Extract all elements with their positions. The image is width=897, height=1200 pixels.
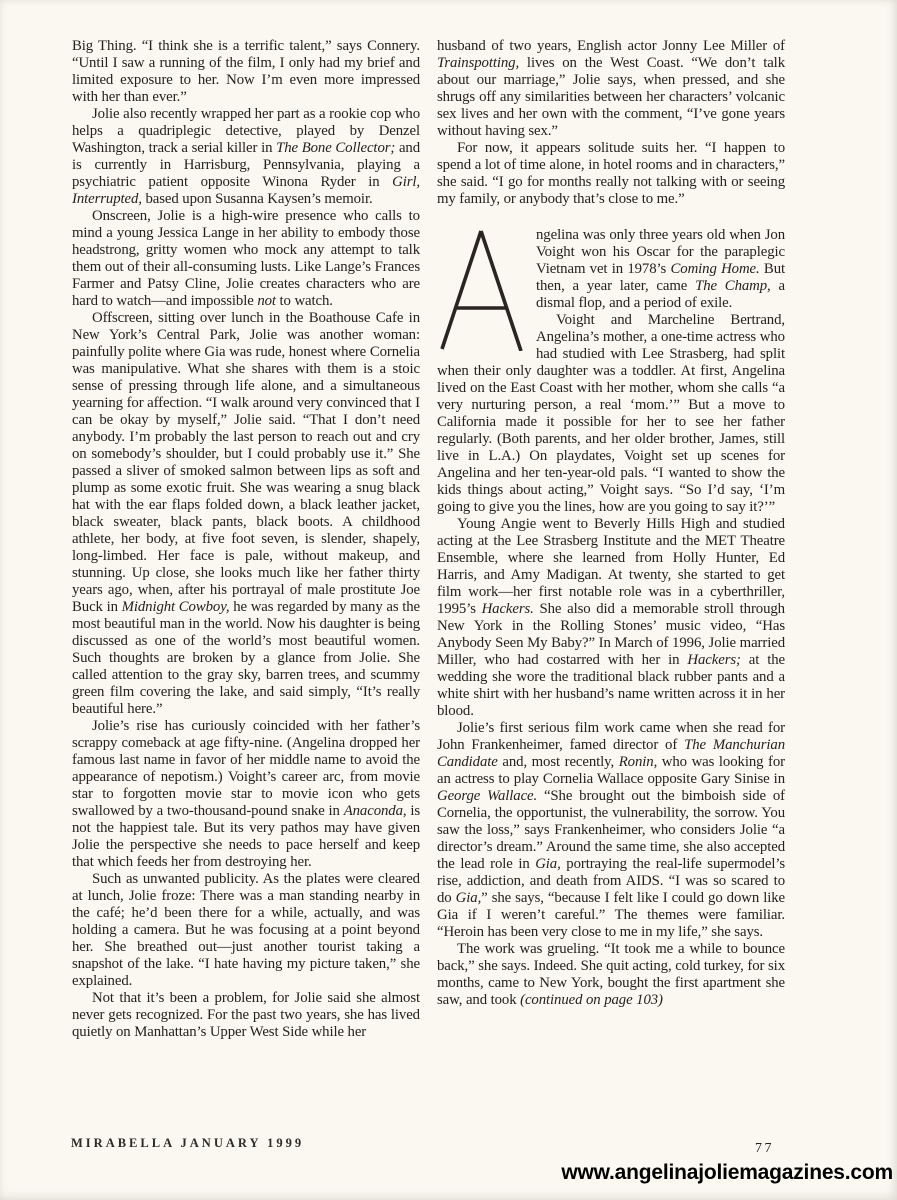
left-column bbox=[72, 38, 420, 1041]
paragraph bbox=[72, 106, 420, 208]
paragraph bbox=[72, 990, 420, 1041]
body-text: he was regarded by many as the most beautiful man in the world. Now his daughter is being discussed as one of the world’s most beautiful women. Such thoughts are broken by a glance from Jolie. She called attention to the gray sky, barren trees, and scummy green film covering the lake, and said simply, “It’s really beautiful here.” bbox=[72, 599, 420, 717]
italic-text: The Bone Collector; bbox=[276, 140, 396, 156]
body-text: a dismal flop, and a period of exile. bbox=[536, 278, 785, 311]
body-text: ngelina was only three years old when Jon Voight won his Oscar for the paraplegic Vietnam vet in 1978’s bbox=[536, 227, 785, 277]
italic-text: Gia, bbox=[535, 856, 561, 872]
body-text: Not that it’s been a problem, for Jolie said she almost never gets recognized. For the past two years, she has lived quietly on Manhattan’s Upper West Side while her bbox=[72, 990, 420, 1040]
body-text: to watch. bbox=[275, 293, 333, 309]
body-text: lives on the West Coast. “We don’t talk about our marriage,” Jolie says, when pressed, and she shrugs off any similarities between her characters’ volcanic sex lives and her own with the comment, “I’ve gone years without having sex.” bbox=[437, 55, 785, 139]
body-text: based upon Susanna Kaysen’s memoir. bbox=[141, 191, 373, 207]
page-number: 77 bbox=[755, 1141, 774, 1156]
body-text: For now, it appears solitude suits her. “I happen to spend a lot of time alone, in hotel rooms and in characters,” she said. “I go for months really not talking with or seeing my family, or anybody that’s close to me.” bbox=[437, 140, 785, 207]
italic-text: Midnight Cowboy, bbox=[121, 599, 230, 615]
italic-text: The Manchurian Candidate bbox=[437, 737, 785, 770]
italic-text: The Champ, bbox=[695, 278, 771, 294]
paragraph bbox=[437, 227, 785, 312]
italic-text: Trainspotting, bbox=[437, 55, 520, 71]
italic-text: George Wallace. bbox=[437, 788, 538, 804]
italic-text: not bbox=[257, 293, 276, 309]
watermark-url: www.angelinajoliemagazines.com bbox=[561, 1161, 893, 1184]
paragraph bbox=[72, 208, 420, 310]
italic-text: Anaconda, bbox=[343, 803, 407, 819]
paragraph bbox=[437, 140, 785, 208]
paragraph bbox=[437, 38, 785, 140]
body-text: But then, a year later, came bbox=[536, 261, 786, 294]
body-text: Jolie’s rise has curiously coincided with her father’s scrappy comeback at age fifty-nine. (Angelina dropped her famous last name in favor of her middle name to avoid the appearance of nepotism.) Voight’s career arc, from movie star to forgotten movie star to movie icon who gets swallowed by a two-thousand-pound snake in bbox=[72, 718, 420, 819]
paragraph bbox=[72, 38, 420, 106]
body-text: who was looking for an actress to play Cornelia Wallace opposite Gary Sinise in bbox=[437, 754, 785, 787]
italic-text: Hackers; bbox=[687, 652, 741, 668]
body-text: husband of two years, English actor Jonny Lee Miller of bbox=[437, 38, 785, 54]
italic-text: Girl, Interrupted, bbox=[72, 174, 420, 207]
body-text: She also did a memorable stroll through New York in the Rolling Stones’ music video, “Has Anybody Seen My Baby?” In March of 1996, Jolie married Miller, who had costarred with her in bbox=[437, 601, 785, 668]
body-text: at the wedding she wore the traditional black rubber pants and a white shirt with her husband’s name written across it in her blood. bbox=[437, 652, 785, 719]
body-text: portraying the real-life supermodel’s rise, addiction, and death from AIDS. “I was so scared to do bbox=[437, 856, 785, 906]
paragraph bbox=[72, 871, 420, 990]
body-text: The work was grueling. “It took me a while to bounce back,” she says. Indeed. She quit acting, cold turkey, for six months, came to New York, bought the first apartment she saw, and took bbox=[437, 941, 785, 1008]
body-text: and is currently in Harrisburg, Pennsylvania, playing a psychiatric patient opposite Winona Ryder in bbox=[72, 140, 421, 190]
body-text: “She brought out the bimboish side of Cornelia, the opportunist, the vulnerability, the sorrow. You saw the loss,” says Frankenheimer, who considers Jolie “a director’s dream.” Around the same time, she also accepted the lead role in bbox=[437, 788, 785, 872]
footer-magazine-date: MIRABELLA JANUARY 1999 bbox=[71, 1136, 305, 1150]
right-column bbox=[437, 38, 785, 1041]
italic-text: (continued on page 103) bbox=[520, 992, 663, 1008]
paragraph bbox=[72, 310, 420, 718]
body-text: Jolie’s first serious film work came when she read for John Frankenheimer, famed director of bbox=[437, 720, 785, 753]
paragraph bbox=[437, 516, 785, 720]
body-text: and, most recently, bbox=[497, 754, 619, 770]
paragraph bbox=[72, 718, 420, 871]
body-text: Voight and Marcheline Bertrand, Angelina’s mother, a one-time actress who had studied with Lee Strasberg, had split when their only daughter was a toddler. At first, Angelina lived on the East Coast with her mother, whom she calls “a very nurturing person, a real ‘mom.’” But a move to California made it possible for her to see her father regularly. (Both parents, and her older brother, James, still live in L.A.) On playdates, Voight set up scenes for Angelina and her ten-year-old pals. “I wanted to show the kids things about acting,” Voight says. “So I’d say, ‘I’m going to give you the lines, how are you going to say it?’” bbox=[437, 312, 785, 515]
italic-text: Hackers. bbox=[481, 601, 534, 617]
article-body bbox=[72, 38, 785, 1041]
italic-text: Gia, bbox=[455, 890, 482, 906]
paragraph bbox=[437, 720, 785, 941]
dropcap-letter bbox=[437, 227, 536, 353]
body-text: Such as unwanted publicity. As the plates were cleared at lunch, Jolie froze: There was a man standing nearby in the café; he’d been there for a while, actually, and was holding a camera. But he was focusing at a point beyond her. She breathed out—just another tourist taking a snapshot of the lake. “I hate having my picture taken,” she explained. bbox=[72, 871, 420, 989]
body-text: is not the happiest tale. But its very pathos may have given Jolie the perspective she needs to pace herself and keep that which feeds her from destroying her. bbox=[72, 803, 420, 870]
italic-text: Ronin, bbox=[618, 754, 658, 770]
paragraph bbox=[437, 941, 785, 1009]
italic-text: Coming Home. bbox=[670, 261, 760, 277]
body-text: Young Angie went to Beverly Hills High and studied acting at the Lee Strasberg Institute and the MET Theatre Ensemble, where she learned from Holly Hunter, Ed Harris, and Amy Madigan. At twenty, she started to get film work—her first notable role was in a cyberthriller, 1995’s bbox=[437, 516, 785, 617]
body-text: ” she says, “because I felt like I could go down like Gia if I weren’t careful.” The themes were familiar. “Heroin has been very close to me in my life,” she says. bbox=[437, 890, 786, 940]
body-text: Jolie also recently wrapped her part as a rookie cop who helps a quadriplegic detective, played by Denzel Washington, track a serial killer in bbox=[72, 106, 420, 156]
body-text: Big Thing. “I think she is a terrific talent,” says Connery. “Until I saw a running of the film, I only had my brief and limited exposure to her. Now I’m even more impressed with her than ever.” bbox=[72, 38, 420, 105]
body-text: Onscreen, Jolie is a high-wire presence who calls to mind a young Jessica Lange in her ability to embody those headstrong, gritty women who mock any attempt to talk them out of their all-consuming lusts. Like Lange’s Frances Farmer and Patsy Cline, Jolie creates characters who are hard to watch—and impossible bbox=[72, 208, 420, 309]
body-text: Offscreen, sitting over lunch in the Boathouse Cafe in New York’s Central Park, Jolie was another woman: painfully polite where Gia was rude, honest where Cornelia was manipulative. What she shares with them is a stoic sense of pressing through life alone, and a simultaneous yearning for affection. “I walk around very convinced that I can be okay by myself,” Jolie said. “That I don’t need anybody. I’m probably the last person to reach out and cry on somebody’s shoulder, but I could probably use it.” She passed a sliver of smoked salmon between lips as soft and plump as some exotic fruit. She was wearing a snug black hat with the ear flaps folded down, a black leather jacket, black sweater, black pants, black boots. A childhood athlete, her body, at five foot seven, is slender, shapely, long-limbed. Her face is pale, without makeup, and stunning. Up close, she looks much like her father thirty years ago, when, after his portrayal of male prostitute Joe Buck in bbox=[72, 310, 420, 615]
